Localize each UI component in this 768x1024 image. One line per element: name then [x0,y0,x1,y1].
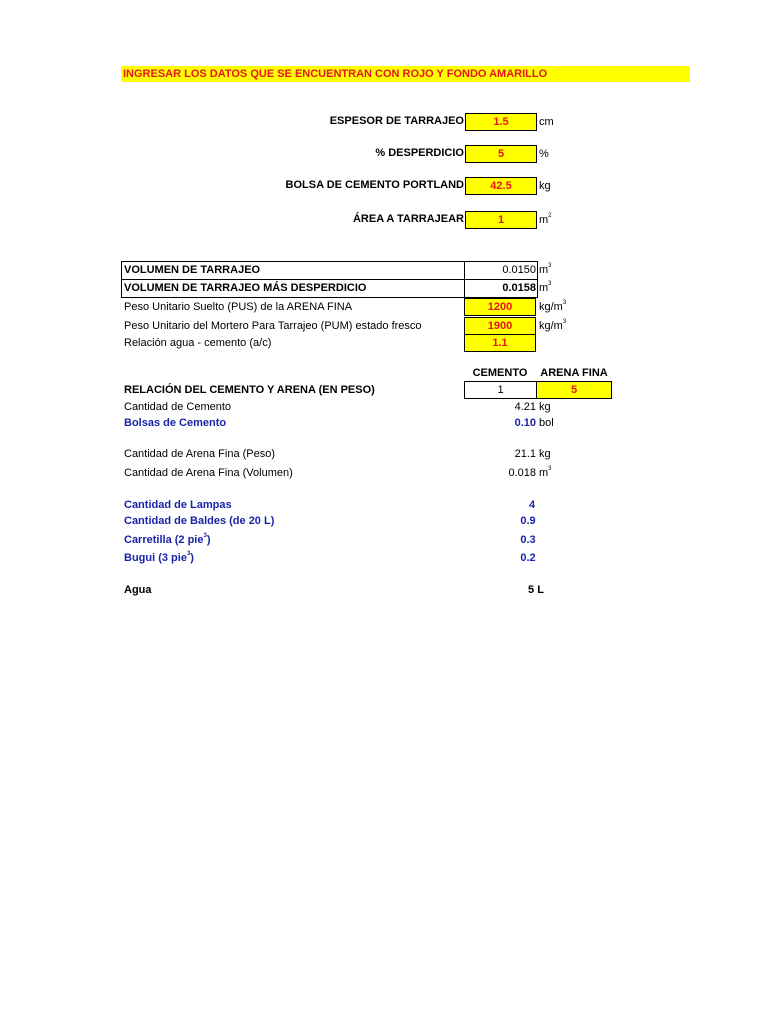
lampas-label: Cantidad de Lampas [124,499,232,511]
carretilla-label: Carretilla (2 pie$^3$) [124,533,211,546]
bugui-value: 0.2 [520,552,536,564]
arena-vol-unit: $m^3$ [539,466,552,479]
bolsas-label: Bolsas de Cemento [124,417,227,429]
ratio-cemento-cell: 1 [464,381,537,399]
pus-label: Peso Unitario Suelto (PUS) de la ARENA FINA [124,301,353,313]
col-arena-header: ARENA FINA [540,367,608,379]
col-cemento-header: CEMENTO [472,367,528,379]
instruction-banner: INGRESAR LOS DATOS QUE SE ENCUENTRAN CON ROJO Y FONDO AMARILLO [121,66,690,82]
volumen-desperdicio-value: 0.0158 [502,282,536,294]
cant-cemento-unit: kg [539,401,551,413]
bolsa-input[interactable]: 42.5 [465,177,537,195]
agua-value: 5 L [528,584,544,596]
arena-vol-value: 0.018 [508,467,536,479]
ratio-arena-input[interactable]: 5 [536,381,612,399]
volumen-label: VOLUMEN DE TARRAJEO [124,264,261,276]
espesor-label: ESPESOR DE TARRAJEO [329,115,464,127]
desperdicio-unit: % [539,148,549,160]
volumen-value: 0.0150 [502,264,536,276]
pum-unit: $kg/m^3$ [539,319,567,332]
carretilla-value: 0.3 [520,534,536,546]
baldes-value: 0.9 [520,515,536,527]
arena-vol-label: Cantidad de Arena Fina (Volumen) [124,467,293,479]
ac-input[interactable]: 1.1 [464,334,536,352]
pum-input[interactable]: 1900 [464,317,536,335]
desperdicio-input[interactable]: 5 [465,145,537,163]
volumen-desperdicio-label: VOLUMEN DE TARRAJEO MÁS DESPERDICIO [124,282,367,294]
arena-peso-unit: kg [539,448,551,460]
bolsas-unit: bol [539,417,554,429]
agua-label: Agua [124,584,152,596]
ratio-label: RELACIÓN DEL CEMENTO Y ARENA (EN PESO) [124,384,375,396]
area-input[interactable]: 1 [465,211,537,229]
cant-cemento-value: 4.21 [514,401,536,413]
arena-peso-label: Cantidad de Arena Fina (Peso) [124,448,276,460]
bolsas-value: 0.10 [514,417,536,429]
volumen-desperdicio-unit: $m^3$ [539,281,552,294]
bolsa-unit: kg [539,180,551,192]
desperdicio-label: % DESPERDICIO [375,147,464,159]
bugui-label: Bugui (3 pie$^3$) [124,551,194,564]
pum-label: Peso Unitario del Mortero Para Tarrajeo (PUM) estado fresco [124,320,422,332]
pus-unit: $kg/m^3$ [539,300,567,313]
area-label: ÁREA A TARRAJEAR [352,213,464,225]
espesor-unit: cm [539,116,554,128]
baldes-label: Cantidad de Baldes (de 20 L) [124,515,275,527]
volumen-unit: $m^3$ [539,263,552,276]
ac-label: Relación agua - cemento (a/c) [124,337,272,349]
lampas-value: 4 [528,499,536,511]
arena-peso-value: 21.1 [514,448,536,460]
pus-input[interactable]: 1200 [464,298,536,316]
cant-cemento-label: Cantidad de Cemento [124,401,232,413]
espesor-input[interactable]: 1.5 [465,113,537,131]
area-unit: $m^2$ [539,213,552,226]
bolsa-label: BOLSA DE CEMENTO PORTLAND [285,179,464,191]
